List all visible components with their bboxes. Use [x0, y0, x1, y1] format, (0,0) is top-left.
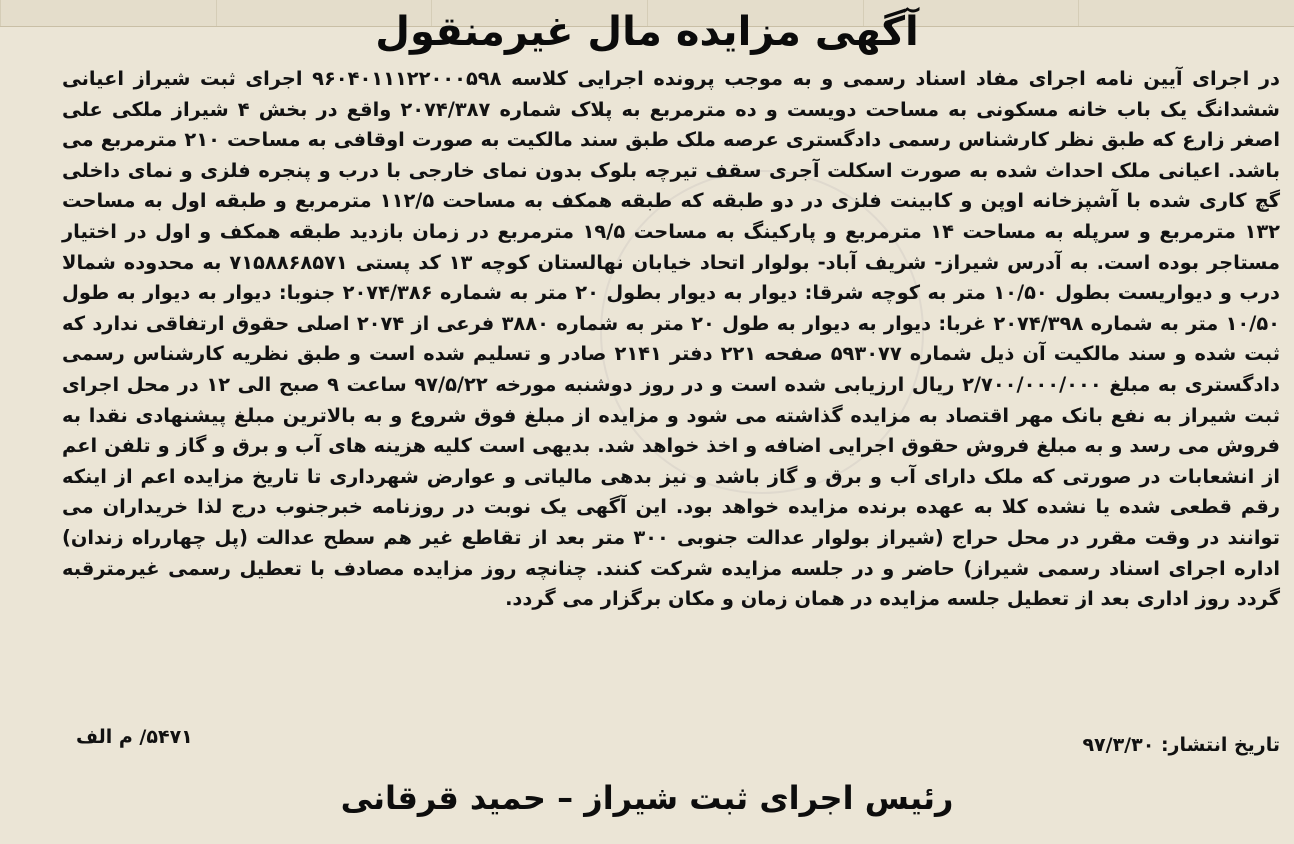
notice-title: آگهی مزایده مال غیرمنقول: [375, 9, 919, 55]
footer-info-row: [62, 726, 1280, 760]
notice-body: در اجرای آیین نامه اجرای مفاد اسناد رسمی و به موجب پرونده اجرایی کلاسه ۹۶۰۴۰۱۱۱۲۲۰۰۰۵۹۸ اجرای ثبت شیراز اعیانی ششدانگ یک باب خانه مسکونی به مساحت دویست و ده مترمربع به پلاک شماره ۲۰۷۴/۳۸۷ واقع در بخش ۴ شیراز ملکی علی اصغر زارع که طبق نظر کارشناس رسمی دادگستری عرصه ملک طبق سند مالکیت به صورت اوقافی به مساحت ۲۱۰ مترمربع می باشد. اعیانی ملک احداث شده به صورت اسکلت آجری سقف تیرچه بلوک بدون نمای خارجی با درب و پنجره فلزی و نمای داخلی گچ کاری شده با آشپزخانه اوپن و کابینت فلزی در دو طبقه که طبقه همکف به مساحت ۱۱۲/۵ مترمربع و طبقه اول به مساحت ۱۳۲ مترمربع و سرپله به مساحت ۱۴ مترمربع و پارکینگ به مساحت ۱۹/۵ مترمربع در زمان بازدید طبقه همکف و اول در اختیار مستاجر بوده است. به آدرس شیراز- شریف آباد- بولوار اتحاد خیابان نهالستان کوچه ۱۳ کد پستی ۷۱۵۸۸۶۸۵۷۱ به محدوده شمالا درب و دیواریست بطول ۱۰/۵۰ متر به کوچه شرقا: دیوار به دیوار بطول ۲۰ متر به شماره ۲۰۷۴/۳۸۶ جنوبا: دیوار به دیوار به طول ۱۰/۵۰ متر به شماره ۲۰۷۴/۳۹۸ غربا: دیوار به دیوار به طول ۲۰ متر به شماره ۳۸۸۰ فرعی از ۲۰۷۴ اصلی حقوق ارتفاقی ندارد که ثبت شده و سند مالکیت آن ذیل شماره ۵۹۳۰۷۷ صفحه ۲۲۱ دفتر ۲۱۴۱ صادر و تسلیم شده است و طبق نظریه کارشناس رسمی دادگستری به مبلغ ۲/۷۰۰/۰۰۰/۰۰۰ ریال ارزیابی شده است و در روز دوشنبه مورخه ۹۷/۵/۲۲ ساعت ۹ صبح الی ۱۲ در محل اجرای ثبت شیراز به نفع بانک مهر اقتصاد به مزایده گذاشته می شود و مزایده از مبلغ فوق شروع و به بالاترین مبلغ پیشنهادی نقدا به فروش می رسد و به مبلغ فروش حقوق اجرایی اضافه و اخذ خواهد شد. بدیهی است کلیه هزینه های آب و برق و گاز و تلفن اعم از انشعابات در صورتی که ملک دارای آب و برق و گاز باشد و نیز بدهی مالیاتی و عوارض شهرداری تا تاریخ مزایده اعم از اینکه رقم قطعی شده یا نشده کلا به عهده برنده مزایده خواهد بود. این آگهی یک نوبت در روزنامه خبرجنوب درج لذا خریداران می توانند در وقت مقرر در محل حراج (شیراز بولوار عدالت جنوبی ۳۰۰ متر بعد از تقاطع غیر هم سطح عدالت (پل چهارراه زندان) اداره اجرای اسناد رسمی شیراز) حاضر و در جلسه مزایده شرکت کنند. چنانچه روز مزایده مصادف با تعطیل رسمی غیرمترقبه گردد روز اداری بعد از تعطیل جلسه مزایده در همان زمان و مکان برگزار می گردد.: [62, 67, 1281, 611]
signature-line: رئیس اجرای ثبت شیراز – حمید قرقانی: [340, 779, 954, 817]
notice-code: ۵۴۷۱/ م الف: [76, 726, 193, 748]
publication-date: تاریخ انتشار: ۹۷/۳/۳۰: [1082, 734, 1280, 756]
